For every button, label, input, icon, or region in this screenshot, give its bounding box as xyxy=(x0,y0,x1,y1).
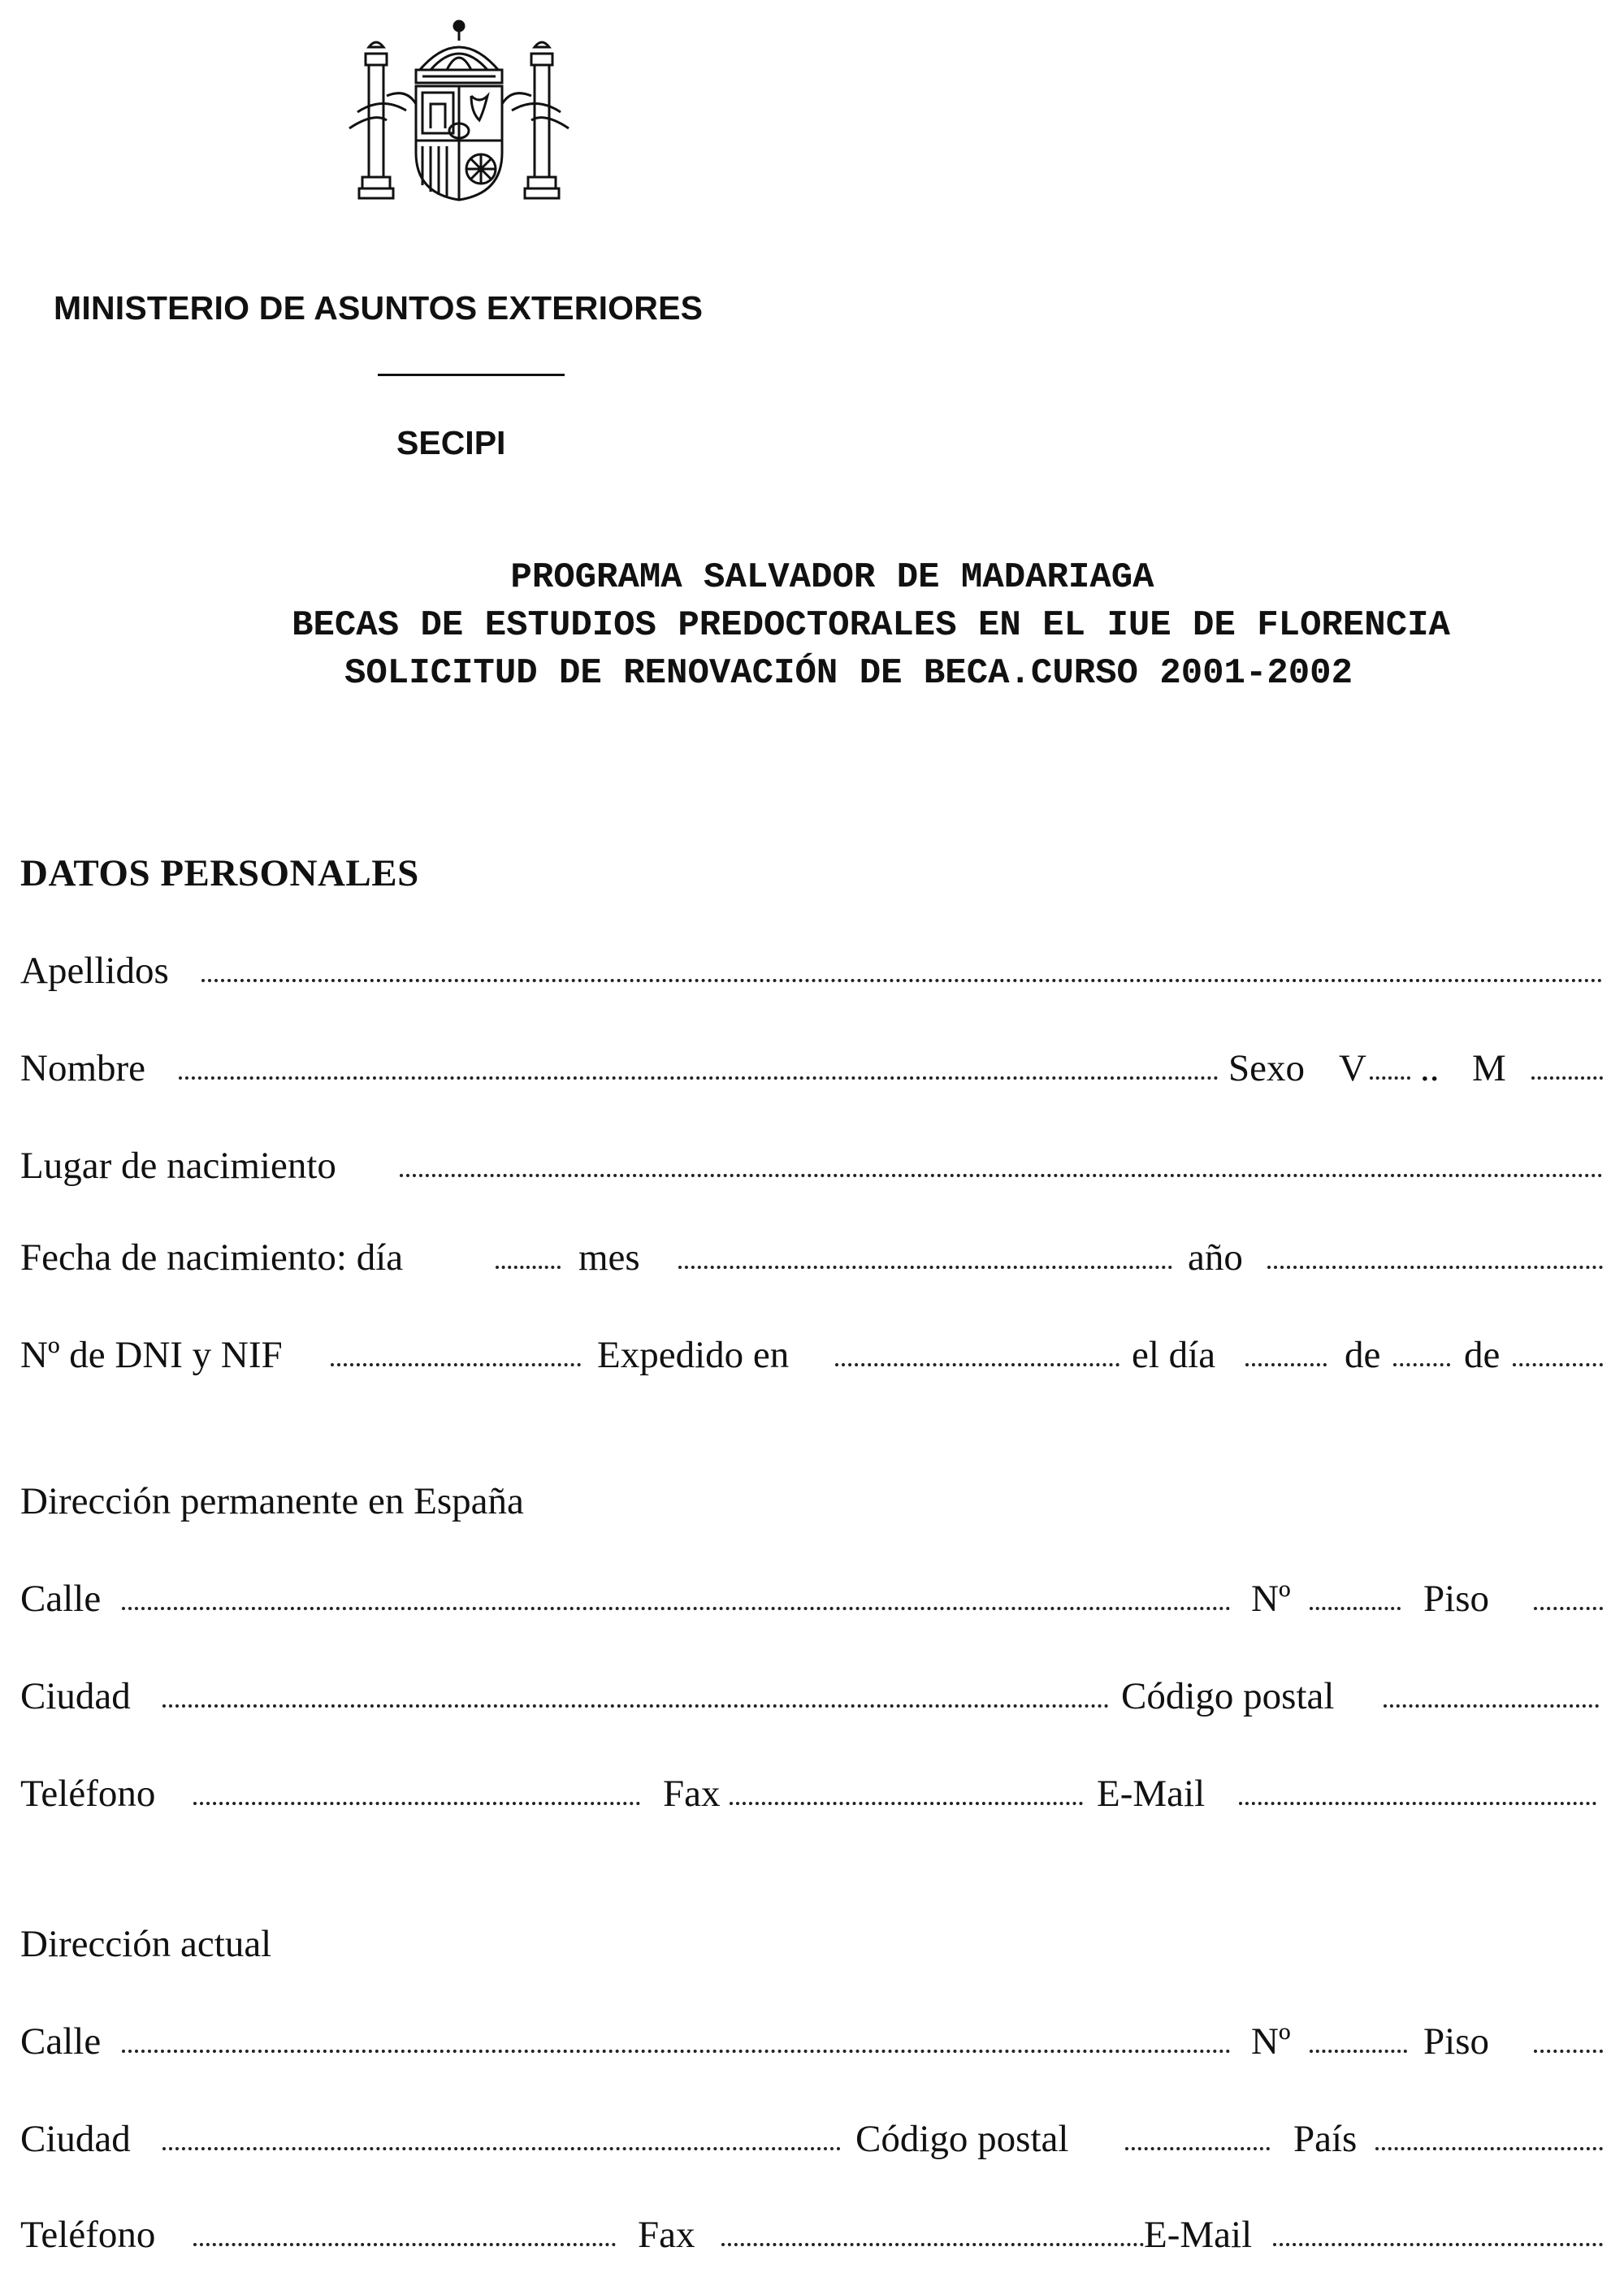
label-sexo-m: M xyxy=(1472,1047,1506,1089)
telefono-1-field[interactable] xyxy=(193,1802,640,1805)
label-codigo-postal-1: Código postal xyxy=(1121,1675,1335,1717)
ciudad-2-field[interactable] xyxy=(162,2147,841,2150)
sexo-v-field[interactable] xyxy=(1370,1076,1410,1080)
calle-1-field[interactable] xyxy=(122,1607,1231,1610)
label-direccion-actual: Dirección actual xyxy=(20,1923,272,1965)
ministry-name: MINISTERIO DE ASUNTOS EXTERIORES xyxy=(54,289,704,327)
label-pais: País xyxy=(1293,2118,1358,2160)
expedido-dia-field[interactable] xyxy=(1245,1363,1327,1366)
label-email-1: E-Mail xyxy=(1097,1773,1206,1815)
department-name: SECIPI xyxy=(396,424,506,461)
label-email-2: E-Mail xyxy=(1144,2214,1253,2256)
nombre-field[interactable] xyxy=(179,1076,1219,1080)
title-line-2: BECAS DE ESTUDIOS PREDOCTORALES EN EL IUE DE FLORENCIA xyxy=(292,605,1450,646)
sexo-separator: .. xyxy=(1420,1047,1440,1089)
label-piso-2: Piso xyxy=(1423,2020,1489,2063)
label-el-dia: el día xyxy=(1132,1334,1216,1376)
dni-nif-field[interactable] xyxy=(331,1363,581,1366)
apellidos-field[interactable] xyxy=(201,979,1603,982)
codigo-postal-2-field[interactable] xyxy=(1125,2147,1270,2150)
title-line-1: PROGRAMA SALVADOR DE MADARIAGA xyxy=(510,557,1154,598)
piso-1-field[interactable] xyxy=(1534,1607,1603,1610)
dia-field[interactable] xyxy=(496,1266,561,1269)
expedido-mes-field[interactable] xyxy=(1393,1363,1450,1366)
email-1-field[interactable] xyxy=(1239,1802,1596,1805)
label-expedido-en: Expedido en xyxy=(597,1334,790,1376)
label-calle-2: Calle xyxy=(20,2020,102,2063)
label-sexo-v: V xyxy=(1339,1047,1366,1089)
label-fax-2: Fax xyxy=(638,2214,695,2256)
codigo-postal-1-field[interactable] xyxy=(1384,1704,1599,1708)
label-piso-1: Piso xyxy=(1423,1578,1489,1620)
label-lugar-nacimiento: Lugar de nacimiento xyxy=(20,1145,336,1187)
label-numero-1: Nº xyxy=(1251,1578,1291,1620)
email-2-field[interactable] xyxy=(1273,2243,1603,2246)
label-anio: año xyxy=(1188,1236,1243,1279)
expedido-en-field[interactable] xyxy=(835,1363,1119,1366)
fax-1-field[interactable] xyxy=(730,1802,1083,1805)
label-apellidos: Apellidos xyxy=(20,950,169,992)
label-de-1: de xyxy=(1345,1334,1381,1376)
numero-1-field[interactable] xyxy=(1310,1607,1401,1610)
numero-2-field[interactable] xyxy=(1310,2050,1407,2053)
telefono-2-field[interactable] xyxy=(193,2243,616,2246)
label-numero-2: Nº xyxy=(1251,2020,1291,2063)
pais-field[interactable] xyxy=(1375,2147,1603,2150)
fax-2-field[interactable] xyxy=(721,2243,1144,2246)
label-nombre: Nombre xyxy=(20,1047,146,1089)
label-mes: mes xyxy=(578,1236,640,1279)
label-ciudad-1: Ciudad xyxy=(20,1675,131,1717)
label-telefono-2: Teléfono xyxy=(20,2214,156,2256)
piso-2-field[interactable] xyxy=(1534,2050,1603,2053)
expedido-anio-field[interactable] xyxy=(1513,1363,1603,1366)
divider xyxy=(378,374,565,376)
label-codigo-postal-2: Código postal xyxy=(855,2118,1069,2160)
label-calle-1: Calle xyxy=(20,1578,102,1620)
label-de-2: de xyxy=(1464,1334,1501,1376)
mes-field[interactable] xyxy=(678,1266,1172,1269)
title-line-3: SOLICITUD DE RENOVACIÓN DE BECA.CURSO 2001-2002 xyxy=(344,653,1353,694)
label-ciudad-2: Ciudad xyxy=(20,2118,131,2160)
calle-2-field[interactable] xyxy=(122,2050,1231,2053)
label-fax-1: Fax xyxy=(663,1773,721,1815)
section-title: DATOS PERSONALES xyxy=(20,852,419,894)
ciudad-1-field[interactable] xyxy=(162,1704,1109,1708)
label-dni-nif: Nº de DNI y NIF xyxy=(20,1334,283,1376)
label-fecha-nacimiento: Fecha de nacimiento: día xyxy=(20,1236,404,1279)
lugar-nacimiento-field[interactable] xyxy=(400,1174,1603,1177)
label-sexo: Sexo xyxy=(1228,1047,1305,1089)
anio-field[interactable] xyxy=(1267,1266,1603,1269)
label-telefono-1: Teléfono xyxy=(20,1773,156,1815)
label-direccion-espana: Dirección permanente en España xyxy=(20,1480,524,1522)
coat-of-arms-icon xyxy=(341,15,577,210)
sexo-m-field[interactable] xyxy=(1531,1076,1603,1080)
